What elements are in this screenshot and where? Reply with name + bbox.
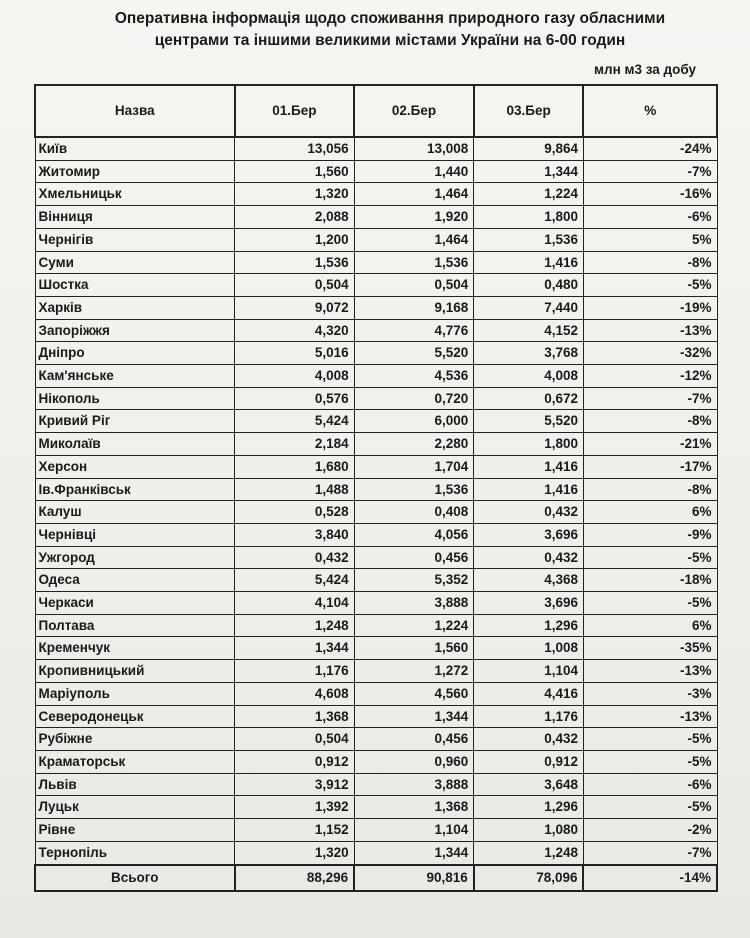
value-percent: -19% (583, 296, 717, 319)
city-name: Ужгород (35, 546, 235, 569)
city-name: Ів.Франківськ (35, 478, 235, 501)
value-date-2: 13,008 (354, 137, 474, 160)
value-date-2: 6,000 (354, 410, 474, 433)
value-date-1: 1,200 (235, 228, 355, 251)
city-name: Шостка (35, 274, 235, 297)
table-row (35, 773, 717, 796)
value-date-3: 1,248 (474, 841, 584, 864)
value-date-3: 0,480 (474, 274, 584, 297)
value-date-2: 5,520 (354, 342, 474, 365)
value-date-1: 0,528 (235, 501, 355, 524)
value-date-2: 3,888 (354, 592, 474, 615)
value-date-2: 1,344 (354, 705, 474, 728)
value-date-1: 3,912 (235, 773, 355, 796)
value-percent: -21% (583, 433, 717, 456)
table-row (35, 682, 717, 705)
table-row (35, 728, 717, 751)
table-row (35, 750, 717, 773)
header-date-3: 03.Бер (474, 85, 584, 137)
table-row (35, 274, 717, 297)
value-date-3: 0,432 (474, 728, 584, 751)
city-name: Херсон (35, 455, 235, 478)
city-name: Запоріжжя (35, 319, 235, 342)
city-name: Львів (35, 773, 235, 796)
total-date-1: 88,296 (235, 865, 355, 891)
value-percent: -6% (583, 206, 717, 229)
value-date-1: 1,344 (235, 637, 355, 660)
value-date-1: 13,056 (235, 137, 355, 160)
table-row (35, 410, 717, 433)
value-date-3: 1,224 (474, 183, 584, 206)
value-percent: -5% (583, 592, 717, 615)
city-name: Рубіжне (35, 728, 235, 751)
table-body (35, 137, 717, 865)
value-date-3: 4,416 (474, 682, 584, 705)
header-percent: % (583, 85, 717, 137)
table-row (35, 251, 717, 274)
value-date-3: 1,416 (474, 455, 584, 478)
city-name: Черкаси (35, 592, 235, 615)
value-percent: -5% (583, 274, 717, 297)
value-percent: -35% (583, 637, 717, 660)
value-date-1: 9,072 (235, 296, 355, 319)
value-date-2: 1,704 (354, 455, 474, 478)
value-date-3: 0,432 (474, 546, 584, 569)
value-date-1: 1,680 (235, 455, 355, 478)
value-date-2: 4,536 (354, 365, 474, 388)
value-date-2: 1,464 (354, 183, 474, 206)
value-percent: -17% (583, 455, 717, 478)
value-date-3: 7,440 (474, 296, 584, 319)
value-date-2: 1,920 (354, 206, 474, 229)
value-date-1: 1,392 (235, 796, 355, 819)
total-date-3: 78,096 (474, 865, 584, 891)
table-row (35, 592, 717, 615)
value-date-3: 0,672 (474, 387, 584, 410)
city-name: Кременчук (35, 637, 235, 660)
table-row (35, 705, 717, 728)
value-date-2: 1,536 (354, 478, 474, 501)
value-date-2: 1,536 (354, 251, 474, 274)
value-date-3: 1,416 (474, 478, 584, 501)
value-percent: -8% (583, 410, 717, 433)
city-name: Суми (35, 251, 235, 274)
value-date-1: 4,320 (235, 319, 355, 342)
value-date-1: 2,184 (235, 433, 355, 456)
city-name: Рівне (35, 819, 235, 842)
value-percent: -13% (583, 319, 717, 342)
city-name: Тернопіль (35, 841, 235, 864)
value-date-2: 1,440 (354, 160, 474, 183)
value-percent: -16% (583, 183, 717, 206)
table-row (35, 228, 717, 251)
value-percent: -8% (583, 478, 717, 501)
value-date-3: 5,520 (474, 410, 584, 433)
value-percent: -5% (583, 796, 717, 819)
value-date-3: 4,008 (474, 365, 584, 388)
value-percent: -24% (583, 137, 717, 160)
city-name: Полтава (35, 614, 235, 637)
table-row (35, 841, 717, 864)
value-date-1: 1,560 (235, 160, 355, 183)
units-label: млн м3 за добу (594, 62, 696, 77)
value-date-3: 1,008 (474, 637, 584, 660)
city-name: Нікополь (35, 387, 235, 410)
header-date-2: 02.Бер (354, 85, 474, 137)
value-date-2: 0,456 (354, 546, 474, 569)
value-date-2: 4,560 (354, 682, 474, 705)
value-percent: 6% (583, 501, 717, 524)
value-date-2: 0,456 (354, 728, 474, 751)
table-row (35, 160, 717, 183)
value-date-3: 0,432 (474, 501, 584, 524)
city-name: Луцьк (35, 796, 235, 819)
value-date-2: 1,368 (354, 796, 474, 819)
value-percent: -7% (583, 160, 717, 183)
value-date-1: 5,016 (235, 342, 355, 365)
value-date-1: 2,088 (235, 206, 355, 229)
value-date-3: 1,296 (474, 614, 584, 637)
value-date-2: 1,272 (354, 660, 474, 683)
value-date-1: 4,104 (235, 592, 355, 615)
value-percent: -13% (583, 660, 717, 683)
city-name: Одеса (35, 569, 235, 592)
table-row (35, 637, 717, 660)
table-row (35, 319, 717, 342)
header-name: Назва (35, 85, 235, 137)
value-percent: -13% (583, 705, 717, 728)
city-name: Хмельницьк (35, 183, 235, 206)
value-percent: -2% (583, 819, 717, 842)
table-row (35, 660, 717, 683)
value-date-3: 1,104 (474, 660, 584, 683)
value-percent: -12% (583, 365, 717, 388)
city-name: Київ (35, 137, 235, 160)
table-row (35, 478, 717, 501)
table-row (35, 569, 717, 592)
value-percent: -18% (583, 569, 717, 592)
value-date-3: 0,912 (474, 750, 584, 773)
city-name: Краматорськ (35, 750, 235, 773)
value-date-1: 4,608 (235, 682, 355, 705)
value-date-1: 3,840 (235, 523, 355, 546)
value-date-2: 0,720 (354, 387, 474, 410)
table-row (35, 455, 717, 478)
value-date-2: 1,344 (354, 841, 474, 864)
value-percent: -32% (583, 342, 717, 365)
table-row (35, 523, 717, 546)
value-percent: -9% (583, 523, 717, 546)
value-percent: 6% (583, 614, 717, 637)
value-date-1: 0,504 (235, 274, 355, 297)
table-row (35, 183, 717, 206)
value-date-2: 1,560 (354, 637, 474, 660)
value-date-1: 0,912 (235, 750, 355, 773)
value-date-3: 3,648 (474, 773, 584, 796)
total-date-2: 90,816 (354, 865, 474, 891)
table-row (35, 546, 717, 569)
value-date-3: 9,864 (474, 137, 584, 160)
value-date-2: 4,056 (354, 523, 474, 546)
value-date-2: 2,280 (354, 433, 474, 456)
value-date-2: 3,888 (354, 773, 474, 796)
value-date-2: 1,464 (354, 228, 474, 251)
value-date-3: 3,696 (474, 592, 584, 615)
title-line-2: центрами та іншими великими містами України на 6-00 годин (154, 32, 626, 49)
gas-consumption-table (34, 84, 718, 892)
value-date-2: 0,960 (354, 750, 474, 773)
value-date-1: 0,576 (235, 387, 355, 410)
total-percent: -14% (583, 865, 717, 891)
value-percent: -7% (583, 387, 717, 410)
value-date-1: 1,536 (235, 251, 355, 274)
table-row (35, 342, 717, 365)
value-percent: -5% (583, 750, 717, 773)
value-date-1: 0,504 (235, 728, 355, 751)
value-date-1: 5,424 (235, 569, 355, 592)
city-name: Кам'янське (35, 365, 235, 388)
value-date-1: 1,248 (235, 614, 355, 637)
city-name: Дніпро (35, 342, 235, 365)
value-date-1: 1,320 (235, 841, 355, 864)
value-date-2: 1,224 (354, 614, 474, 637)
value-date-3: 1,800 (474, 433, 584, 456)
table-header-row (35, 85, 717, 137)
city-name: Харків (35, 296, 235, 319)
value-date-2: 0,504 (354, 274, 474, 297)
value-date-2: 5,352 (354, 569, 474, 592)
value-date-2: 0,408 (354, 501, 474, 524)
value-date-3: 4,152 (474, 319, 584, 342)
value-date-2: 1,104 (354, 819, 474, 842)
document-title (40, 8, 740, 52)
city-name: Чернігів (35, 228, 235, 251)
table-row (35, 365, 717, 388)
value-percent: -8% (583, 251, 717, 274)
value-date-3: 3,768 (474, 342, 584, 365)
city-name: Кривий Ріг (35, 410, 235, 433)
value-date-1: 1,488 (235, 478, 355, 501)
city-name: Чернівці (35, 523, 235, 546)
value-date-1: 1,320 (235, 183, 355, 206)
value-date-3: 1,080 (474, 819, 584, 842)
table-row (35, 796, 717, 819)
value-date-3: 1,344 (474, 160, 584, 183)
value-date-3: 3,696 (474, 523, 584, 546)
city-name: Житомир (35, 160, 235, 183)
value-percent: 5% (583, 228, 717, 251)
header-date-1: 01.Бер (235, 85, 355, 137)
value-date-3: 1,536 (474, 228, 584, 251)
value-percent: -3% (583, 682, 717, 705)
table-row (35, 614, 717, 637)
value-date-1: 4,008 (235, 365, 355, 388)
table-row (35, 819, 717, 842)
table-row (35, 137, 717, 160)
value-percent: -5% (583, 728, 717, 751)
city-name: Маріуполь (35, 682, 235, 705)
value-date-1: 1,176 (235, 660, 355, 683)
table-row (35, 501, 717, 524)
city-name: Вінниця (35, 206, 235, 229)
value-date-3: 1,176 (474, 705, 584, 728)
value-percent: -6% (583, 773, 717, 796)
value-date-1: 1,152 (235, 819, 355, 842)
value-date-3: 1,296 (474, 796, 584, 819)
table-row (35, 387, 717, 410)
city-name: Миколаїв (35, 433, 235, 456)
total-label: Всього (35, 865, 235, 891)
city-name: Кропивницький (35, 660, 235, 683)
value-date-3: 1,416 (474, 251, 584, 274)
table-total-row (35, 865, 717, 891)
table-row (35, 433, 717, 456)
value-date-2: 9,168 (354, 296, 474, 319)
value-date-1: 0,432 (235, 546, 355, 569)
value-date-2: 4,776 (354, 319, 474, 342)
city-name: Калуш (35, 501, 235, 524)
value-date-3: 4,368 (474, 569, 584, 592)
table-row (35, 206, 717, 229)
table-row (35, 296, 717, 319)
value-date-1: 1,368 (235, 705, 355, 728)
value-date-1: 5,424 (235, 410, 355, 433)
value-percent: -5% (583, 546, 717, 569)
value-percent: -7% (583, 841, 717, 864)
value-date-3: 1,800 (474, 206, 584, 229)
title-line-1: Оперативна інформація щодо споживання природного газу обласними (114, 10, 666, 27)
city-name: Северодонецьк (35, 705, 235, 728)
